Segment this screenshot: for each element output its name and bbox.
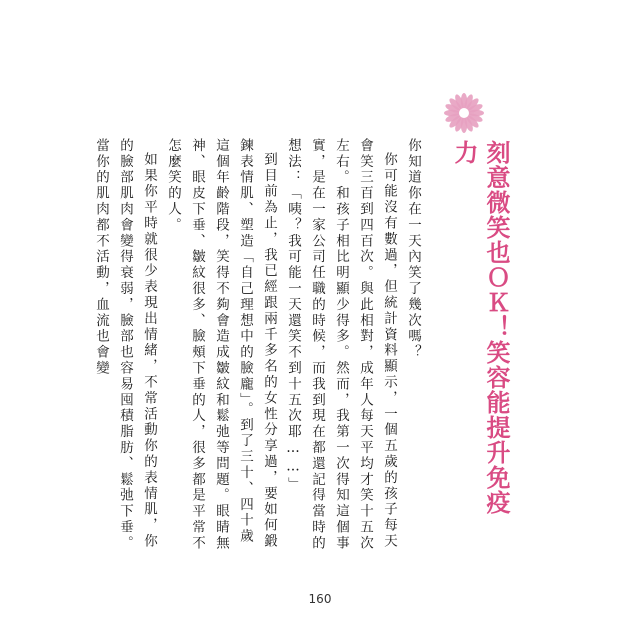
body-text xyxy=(89,138,425,558)
paragraph-3: 到目前為止，我已經跟兩千多名的女性分享過，要如何鍛鍊表情肌、塑造「自己理想中的臉龐」。到了三十、四十歲這個年齡階段，笑得不夠會造成皺紋和鬆弛等問題。眼睛無神、眼皮下垂、皺紋很多、臉頰下垂的人，很多都是平常不怎麼笑的人。 xyxy=(165,138,277,552)
paragraph-1: 你知道你在一天內笑了幾次嗎？ xyxy=(405,138,421,361)
page-number: 160 xyxy=(308,592,332,606)
section-title: 刻意微笑也ＯＫ！笑容能提升免疫力 xyxy=(450,140,510,515)
paragraph-4: 如果你平時就很少表現出情緒，不常活動你的表情肌，你的臉部肌肉會變得衰弱，臉部也容易囤積脂肪、鬆弛下垂。當你的肌肉都不活動，血流也會變 xyxy=(93,138,157,552)
paragraph-2: 你可能沒有數過，但統計資料顯示，一個五歲的孩子每天會笑三百到四百次。與此相對，成年人每天平均才笑十五次左右。和孩子相比明顯少得多。然而，我第一次得知這個事實，是在一家公司任職的時候，而我到現在都還記得當時的想法：「咦？我可能一天還笑不到十五次耶……」 xyxy=(285,138,397,552)
flower-icon xyxy=(443,92,485,134)
